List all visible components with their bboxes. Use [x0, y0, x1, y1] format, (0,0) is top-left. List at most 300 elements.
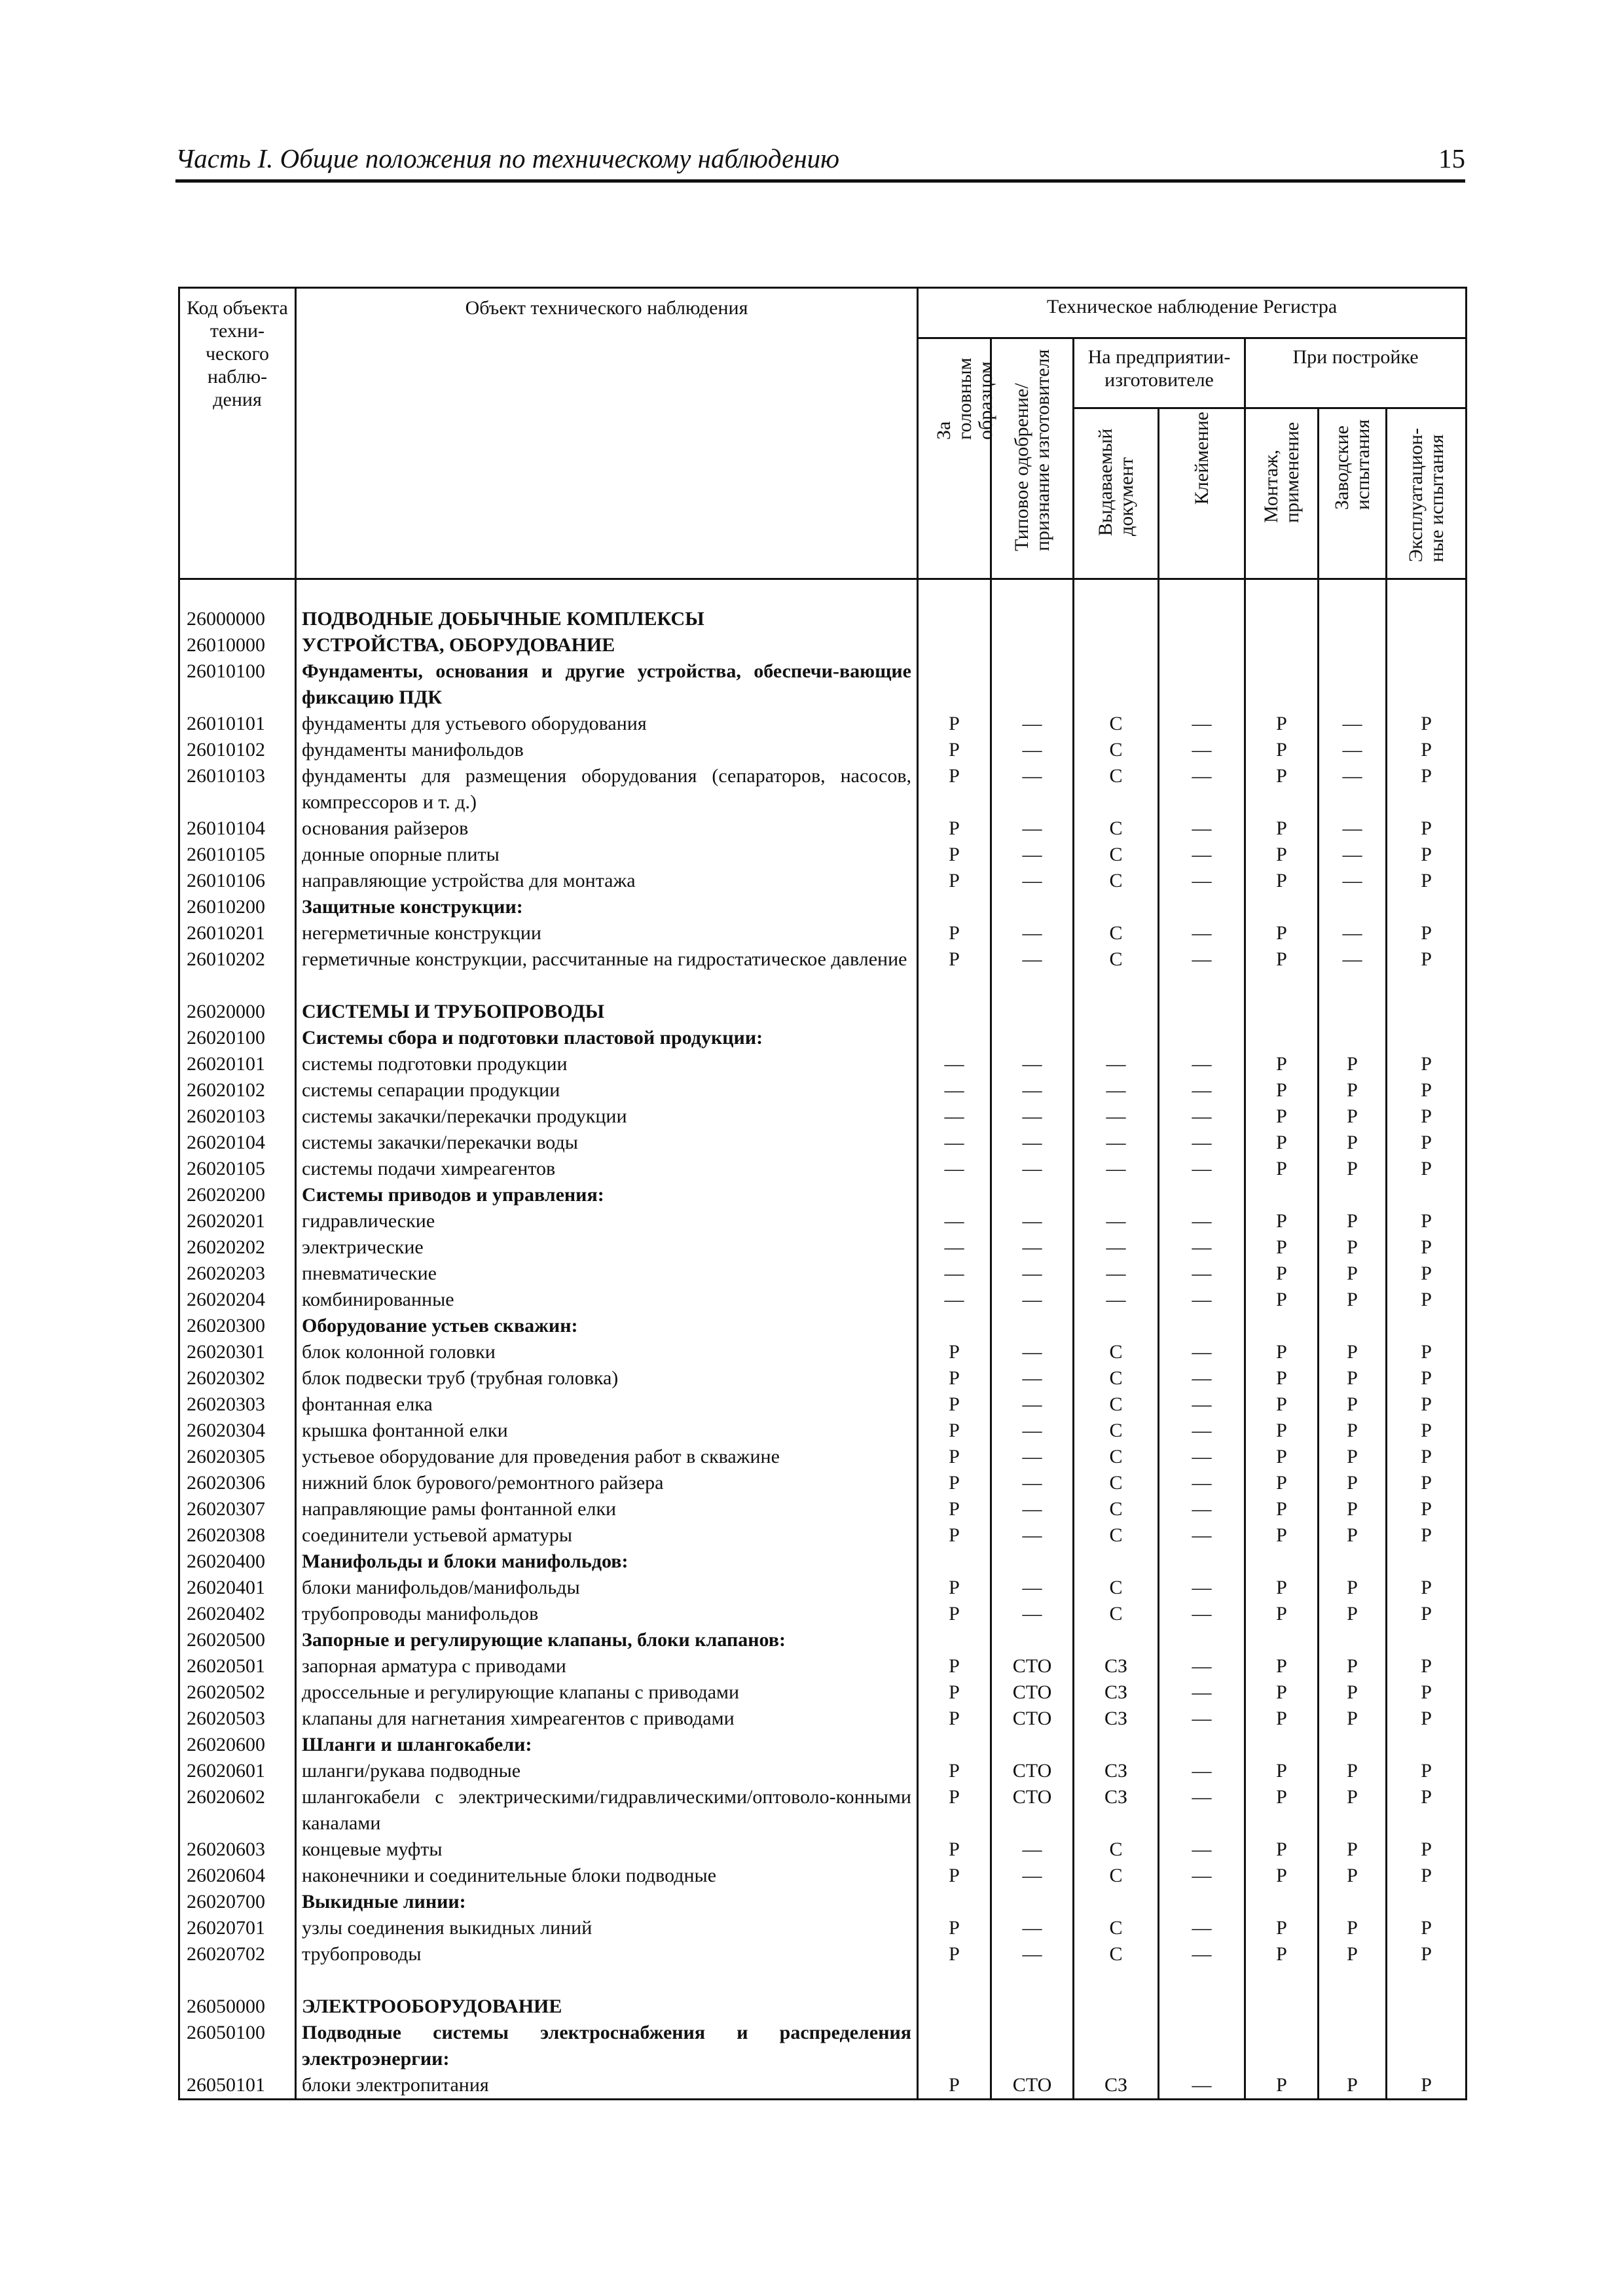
row-mark: —: [918, 1077, 991, 1103]
table-row: [179, 737, 1467, 763]
row-mark: —: [918, 1261, 991, 1287]
row-mark: —: [1159, 1261, 1245, 1287]
row-mark: —: [1159, 1287, 1245, 1313]
row-mark: —: [991, 1391, 1074, 1418]
row-mark: Р: [918, 763, 991, 816]
row-code: 26020401: [179, 1575, 296, 1601]
table-row: [179, 1941, 1467, 1967]
row-object: нижний блок бурового/ремонтного райзера: [296, 1470, 918, 1496]
row-mark: [991, 2020, 1074, 2072]
row-mark: —: [918, 1103, 991, 1130]
row-mark: С: [1074, 1496, 1159, 1522]
row-object: ЭЛЕКТРООБОРУДОВАНИЕ: [296, 1994, 918, 2020]
table-row: [179, 1679, 1467, 1706]
row-mark: [1387, 1627, 1467, 1653]
row-mark: —: [1159, 1156, 1245, 1182]
row-object: наконечники и соединительные блоки подводные: [296, 1863, 918, 1889]
row-mark: Р: [1387, 946, 1467, 973]
row-object: Системы сбора и подготовки пластовой продукции:: [296, 1025, 918, 1051]
row-object: фундаменты для размещения оборудования (сепараторов, насосов, компрессоров и т. д.): [296, 763, 918, 816]
row-mark: [1245, 1313, 1319, 1339]
row-mark: С: [1074, 1365, 1159, 1391]
row-mark: —: [1159, 711, 1245, 737]
table-row: [179, 1522, 1467, 1549]
row-mark: Р: [1387, 1706, 1467, 1732]
header-stamping: Клеймение: [1159, 408, 1245, 579]
row-mark: [1074, 1732, 1159, 1758]
row-mark: [1319, 1025, 1387, 1051]
row-mark: Р: [1319, 1915, 1387, 1941]
row-mark: Р: [1387, 1130, 1467, 1156]
row-object: шлангокабели с электрическими/гидравлическими/оптоволо-конными каналами: [296, 1784, 918, 1837]
row-mark: [1387, 894, 1467, 920]
row-mark: [1319, 999, 1387, 1025]
row-mark: Р: [1387, 1941, 1467, 1967]
table-row: [179, 946, 1467, 973]
row-mark: [1159, 1627, 1245, 1653]
table-row: [179, 999, 1467, 1025]
row-mark: —: [991, 737, 1074, 763]
row-mark: Р: [1387, 1261, 1467, 1287]
row-code: 26050101: [179, 2072, 296, 2100]
row-mark: —: [991, 1496, 1074, 1522]
row-mark: СТО: [991, 1758, 1074, 1784]
row-mark: Р: [1319, 1575, 1387, 1601]
row-mark: [1245, 1627, 1319, 1653]
row-mark: Р: [1319, 1287, 1387, 1313]
row-mark: Р: [1387, 816, 1467, 842]
row-mark: Р: [1245, 2072, 1319, 2100]
row-mark: Р: [1245, 711, 1319, 737]
row-mark: [991, 1025, 1074, 1051]
row-mark: —: [1319, 763, 1387, 816]
row-mark: Р: [918, 2072, 991, 2100]
row-mark: —: [991, 816, 1074, 842]
row-mark: Р: [1387, 1234, 1467, 1261]
table-row: [179, 1182, 1467, 1208]
row-mark: Р: [918, 1837, 991, 1863]
row-mark: —: [1319, 842, 1387, 868]
row-mark: —: [1319, 711, 1387, 737]
row-object: блоки манифольдов/манифольды: [296, 1575, 918, 1601]
row-mark: —: [918, 1130, 991, 1156]
row-mark: [1387, 2020, 1467, 2072]
row-mark: Р: [1387, 1522, 1467, 1549]
row-code: 26010100: [179, 658, 296, 711]
row-mark: Р: [1387, 920, 1467, 946]
row-mark: —: [1159, 1915, 1245, 1941]
row-mark: [1074, 2020, 1159, 2072]
row-mark: Р: [1245, 1915, 1319, 1941]
row-mark: [918, 999, 991, 1025]
row-mark: —: [1159, 1496, 1245, 1522]
row-mark: [1245, 632, 1319, 658]
row-code: 26020301: [179, 1339, 296, 1365]
row-mark: С: [1074, 737, 1159, 763]
table-row: [179, 658, 1467, 711]
row-mark: [991, 999, 1074, 1025]
row-mark: [1074, 606, 1159, 632]
row-mark: Р: [918, 816, 991, 842]
row-object: системы подачи химреагентов: [296, 1156, 918, 1182]
row-mark: Р: [1245, 1653, 1319, 1679]
row-mark: Р: [1319, 1208, 1387, 1234]
table-row: [179, 1627, 1467, 1653]
row-mark: [918, 2020, 991, 2072]
row-code: 26020105: [179, 1156, 296, 1182]
row-code: 26050000: [179, 1994, 296, 2020]
row-mark: Р: [918, 1679, 991, 1706]
row-object: шланги/рукава подводные: [296, 1758, 918, 1784]
row-mark: [1074, 999, 1159, 1025]
row-mark: —: [1074, 1051, 1159, 1077]
row-object: Выкидные линии:: [296, 1889, 918, 1915]
row-mark: Р: [1245, 1391, 1319, 1418]
row-mark: СЗ: [1074, 1758, 1159, 1784]
row-mark: Р: [918, 868, 991, 894]
header-document: Выдаваемый документ: [1074, 408, 1159, 579]
row-mark: —: [991, 920, 1074, 946]
row-mark: —: [991, 763, 1074, 816]
row-mark: —: [1159, 1758, 1245, 1784]
row-mark: [1245, 2020, 1319, 2072]
row-mark: Р: [918, 1339, 991, 1365]
row-mark: —: [991, 711, 1074, 737]
row-mark: Р: [1319, 1758, 1387, 1784]
row-mark: Р: [918, 1941, 991, 1967]
row-mark: Р: [918, 1365, 991, 1391]
row-mark: [1319, 894, 1387, 920]
row-mark: Р: [1245, 763, 1319, 816]
table-row: [179, 1706, 1467, 1732]
row-mark: [1159, 1025, 1245, 1051]
row-mark: Р: [918, 1496, 991, 1522]
row-mark: [918, 1627, 991, 1653]
row-mark: —: [1159, 1051, 1245, 1077]
row-code: 26020400: [179, 1549, 296, 1575]
row-mark: Р: [1319, 1103, 1387, 1130]
row-code: 26020402: [179, 1601, 296, 1627]
table-row: [179, 1418, 1467, 1444]
row-mark: —: [1159, 1418, 1245, 1444]
row-mark: С: [1074, 1941, 1159, 1967]
row-mark: Р: [1319, 1418, 1387, 1444]
row-mark: Р: [1387, 1051, 1467, 1077]
table-row: [179, 606, 1467, 632]
row-mark: [991, 1627, 1074, 1653]
row-code: 26020306: [179, 1470, 296, 1496]
row-mark: —: [991, 1287, 1074, 1313]
row-mark: —: [1074, 1077, 1159, 1103]
table-row: [179, 1470, 1467, 1496]
row-mark: Р: [1319, 1051, 1387, 1077]
row-mark: Р: [1245, 920, 1319, 946]
header-at-construction: При постройке: [1245, 338, 1467, 408]
row-mark: —: [1074, 1261, 1159, 1287]
table-row: [179, 842, 1467, 868]
row-mark: [1319, 1549, 1387, 1575]
row-object: дроссельные и регулирующие клапаны с приводами: [296, 1679, 918, 1706]
row-mark: С: [1074, 763, 1159, 816]
row-mark: Р: [1245, 1418, 1319, 1444]
row-mark: Р: [918, 1575, 991, 1601]
row-mark: Р: [918, 1653, 991, 1679]
row-mark: СТО: [991, 1784, 1074, 1837]
row-mark: Р: [1245, 1208, 1319, 1234]
row-mark: Р: [1245, 1706, 1319, 1732]
row-mark: Р: [1319, 1391, 1387, 1418]
row-code: 26020604: [179, 1863, 296, 1889]
row-mark: Р: [1245, 946, 1319, 973]
row-mark: —: [1159, 1077, 1245, 1103]
row-mark: —: [1159, 1208, 1245, 1234]
row-mark: —: [1074, 1208, 1159, 1234]
row-code: 26020701: [179, 1915, 296, 1941]
row-mark: СТО: [991, 1653, 1074, 1679]
row-mark: Р: [1245, 1130, 1319, 1156]
row-mark: [1159, 2020, 1245, 2072]
table-row: [179, 1025, 1467, 1051]
table-row: [179, 1234, 1467, 1261]
row-mark: Р: [918, 1470, 991, 1496]
row-mark: СЗ: [1074, 1706, 1159, 1732]
row-mark: Р: [1245, 1863, 1319, 1889]
row-mark: [1245, 894, 1319, 920]
row-mark: —: [918, 1208, 991, 1234]
row-mark: Р: [1387, 1339, 1467, 1365]
row-mark: С: [1074, 1391, 1159, 1418]
row-mark: —: [1159, 1103, 1245, 1130]
row-mark: [1319, 606, 1387, 632]
row-code: 26010202: [179, 946, 296, 973]
table-row: [179, 1758, 1467, 1784]
row-mark: —: [1074, 1287, 1159, 1313]
row-object: крышка фонтанной елки: [296, 1418, 918, 1444]
table-row: [179, 1496, 1467, 1522]
row-mark: С: [1074, 1339, 1159, 1365]
row-mark: Р: [1319, 1522, 1387, 1549]
row-mark: Р: [1387, 1784, 1467, 1837]
header-prototype: За головным образцом: [918, 338, 991, 579]
row-mark: Р: [1245, 1941, 1319, 1967]
row-mark: Р: [1387, 763, 1467, 816]
row-code: 26020304: [179, 1418, 296, 1444]
row-mark: —: [991, 1863, 1074, 1889]
row-mark: Р: [1245, 1339, 1319, 1365]
row-mark: [1159, 894, 1245, 920]
row-object: ПОДВОДНЫЕ ДОБЫЧНЫЕ КОМПЛЕКСЫ: [296, 606, 918, 632]
row-code: 26000000: [179, 606, 296, 632]
row-object: системы закачки/перекачки воды: [296, 1130, 918, 1156]
row-code: 26020308: [179, 1522, 296, 1549]
row-mark: [1074, 894, 1159, 920]
row-mark: [1319, 658, 1387, 711]
row-object: системы подготовки продукции: [296, 1051, 918, 1077]
row-mark: [918, 1182, 991, 1208]
row-object: негерметичные конструкции: [296, 920, 918, 946]
row-code: 26020502: [179, 1679, 296, 1706]
table-row: [179, 1601, 1467, 1627]
table-row: [179, 763, 1467, 816]
row-mark: —: [918, 1051, 991, 1077]
row-mark: СЗ: [1074, 1679, 1159, 1706]
row-code: 26020100: [179, 1025, 296, 1051]
row-mark: Р: [1319, 1941, 1387, 1967]
row-mark: Р: [1319, 1339, 1387, 1365]
row-mark: Р: [1319, 1261, 1387, 1287]
row-mark: [1319, 1994, 1387, 2020]
row-code: 26020104: [179, 1130, 296, 1156]
row-mark: [1159, 1889, 1245, 1915]
row-mark: Р: [1387, 1391, 1467, 1418]
row-mark: [1387, 1025, 1467, 1051]
row-mark: —: [991, 1470, 1074, 1496]
page-number: 15: [1438, 143, 1465, 173]
row-code: 26020101: [179, 1051, 296, 1077]
header-register: Техническое наблюдение Регистра: [918, 288, 1467, 338]
row-mark: —: [1159, 737, 1245, 763]
row-mark: —: [1319, 920, 1387, 946]
row-mark: —: [991, 868, 1074, 894]
row-mark: [918, 658, 991, 711]
table-row: [179, 894, 1467, 920]
row-mark: С: [1074, 1444, 1159, 1470]
row-mark: Р: [1245, 1365, 1319, 1391]
row-mark: Р: [1387, 1601, 1467, 1627]
row-mark: [918, 1313, 991, 1339]
row-mark: —: [991, 1339, 1074, 1365]
table-row: [179, 1339, 1467, 1365]
row-object: направляющие устройства для монтажа: [296, 868, 918, 894]
row-mark: —: [991, 1444, 1074, 1470]
row-mark: Р: [918, 1863, 991, 1889]
header-code: Код объекта техни-ческого наблю-дения: [179, 288, 296, 579]
row-mark: [1159, 1313, 1245, 1339]
row-object: соединители устьевой арматуры: [296, 1522, 918, 1549]
row-object: Фундаменты, основания и другие устройства, обеспечи-вающие фиксацию ПДК: [296, 658, 918, 711]
row-mark: —: [991, 1418, 1074, 1444]
row-mark: Р: [1319, 1444, 1387, 1470]
spacer-row: [179, 1967, 1467, 1994]
row-code: 26010200: [179, 894, 296, 920]
row-mark: Р: [1245, 842, 1319, 868]
spacer-row: [179, 973, 1467, 999]
row-object: устьевое оборудование для проведения работ в скважине: [296, 1444, 918, 1470]
row-mark: [1074, 658, 1159, 711]
row-mark: [1319, 1627, 1387, 1653]
row-code: 26020305: [179, 1444, 296, 1470]
row-code: 26020501: [179, 1653, 296, 1679]
row-object: гидравлические: [296, 1208, 918, 1234]
row-mark: [1159, 606, 1245, 632]
table-row: [179, 1130, 1467, 1156]
row-mark: [1387, 1182, 1467, 1208]
row-mark: [1074, 1627, 1159, 1653]
row-mark: Р: [1319, 1863, 1387, 1889]
table-row: [179, 1287, 1467, 1313]
row-object: запорная арматура с приводами: [296, 1653, 918, 1679]
row-mark: Р: [1387, 737, 1467, 763]
supervision-table: [178, 287, 1467, 2100]
row-mark: [918, 894, 991, 920]
row-mark: [1159, 1994, 1245, 2020]
row-mark: [1074, 1313, 1159, 1339]
row-mark: Р: [1245, 1679, 1319, 1706]
table-row: [179, 868, 1467, 894]
row-mark: Р: [1245, 1444, 1319, 1470]
row-mark: —: [1074, 1156, 1159, 1182]
row-mark: С: [1074, 920, 1159, 946]
row-code: 26020601: [179, 1758, 296, 1784]
row-mark: СТО: [991, 1679, 1074, 1706]
table-row: [179, 1391, 1467, 1418]
row-mark: [1319, 2020, 1387, 2072]
page-header: [175, 143, 1465, 183]
row-mark: [1074, 632, 1159, 658]
row-mark: —: [991, 1261, 1074, 1287]
row-object: блоки электропитания: [296, 2072, 918, 2100]
table-row: [179, 1732, 1467, 1758]
row-mark: СЗ: [1074, 1784, 1159, 1837]
row-mark: [1074, 1182, 1159, 1208]
row-mark: С: [1074, 816, 1159, 842]
row-mark: —: [1319, 946, 1387, 973]
row-mark: Р: [1319, 2072, 1387, 2100]
row-mark: [1245, 1732, 1319, 1758]
row-object: электрические: [296, 1234, 918, 1261]
row-mark: —: [1159, 1339, 1245, 1365]
row-mark: С: [1074, 1470, 1159, 1496]
table-row: [179, 1837, 1467, 1863]
row-mark: —: [1319, 868, 1387, 894]
row-mark: Р: [918, 711, 991, 737]
row-mark: Р: [1387, 1365, 1467, 1391]
row-mark: —: [1159, 1130, 1245, 1156]
row-mark: Р: [1245, 1575, 1319, 1601]
running-title: Часть I. Общие положения по техническому наблюдению: [175, 143, 840, 173]
row-mark: Р: [1245, 816, 1319, 842]
row-mark: Р: [1319, 1653, 1387, 1679]
row-mark: —: [1319, 816, 1387, 842]
row-mark: [991, 1313, 1074, 1339]
row-mark: [1387, 632, 1467, 658]
row-mark: [991, 632, 1074, 658]
row-mark: [991, 1889, 1074, 1915]
row-object: СИСТЕМЫ И ТРУБОПРОВОДЫ: [296, 999, 918, 1025]
row-mark: Р: [1319, 1470, 1387, 1496]
row-code: 26020602: [179, 1784, 296, 1837]
row-code: 26020702: [179, 1941, 296, 1967]
table-row: [179, 2020, 1467, 2072]
row-mark: Р: [1319, 1784, 1387, 1837]
row-mark: —: [1159, 1837, 1245, 1863]
row-object: УСТРОЙСТВА, ОБОРУДОВАНИЕ: [296, 632, 918, 658]
row-mark: —: [1159, 868, 1245, 894]
row-mark: Р: [1387, 1679, 1467, 1706]
row-mark: [1245, 1182, 1319, 1208]
row-mark: [1074, 1889, 1159, 1915]
row-mark: [1245, 999, 1319, 1025]
row-object: клапаны для нагнетания химреагентов с приводами: [296, 1706, 918, 1732]
row-mark: Р: [1319, 1496, 1387, 1522]
row-mark: —: [918, 1156, 991, 1182]
row-mark: Р: [1319, 1679, 1387, 1706]
row-mark: [1245, 1994, 1319, 2020]
row-mark: [991, 1732, 1074, 1758]
table-row: [179, 711, 1467, 737]
row-mark: —: [991, 946, 1074, 973]
row-mark: Р: [918, 1391, 991, 1418]
